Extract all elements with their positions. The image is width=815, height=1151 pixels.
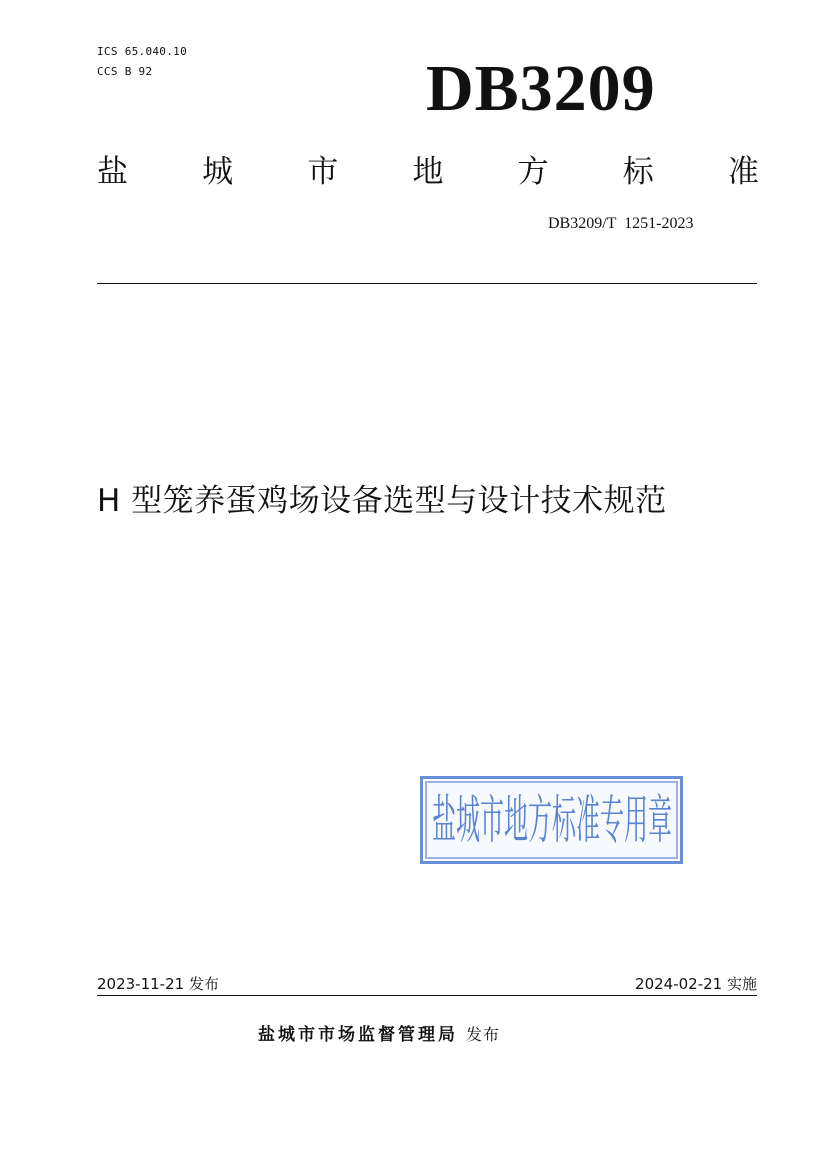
release-date: 2023-11-21 发布 <box>97 975 219 993</box>
official-seal-stamp <box>420 776 683 864</box>
bottom-divider <box>97 995 757 996</box>
standard-code-heading: DB3209 <box>426 52 656 125</box>
issuer-name: 盐城市市场监督管理局 <box>258 1025 458 1045</box>
standard-type-char: 准 <box>727 153 759 190</box>
standard-type-char: 地 <box>412 153 444 190</box>
implementation-date: 2024-02-21 实施 <box>635 975 757 993</box>
top-divider <box>97 283 757 284</box>
issuer-action: 发布 <box>466 1025 501 1044</box>
classification-codes <box>97 42 187 82</box>
standard-number: DB3209/T 1251-2023 <box>548 215 694 232</box>
standard-type-char: 盐 <box>97 153 128 190</box>
ccs-code: CCS B 92 <box>97 65 153 78</box>
ics-code: ICS 65.040.10 <box>97 45 187 58</box>
date-line <box>97 972 757 996</box>
standard-type-char: 标 <box>622 153 654 190</box>
standard-type-char: 市 <box>307 153 339 190</box>
svg-text:盐城市地方标准专用章: 盐城市地方标准专用章 <box>431 791 672 851</box>
document-title: H 型笼养蛋鸡场设备选型与设计技术规范 <box>97 483 667 519</box>
standard-type-char: 方 <box>517 153 549 190</box>
seal-text-graphic <box>427 782 677 858</box>
standard-type-char: 城 <box>202 153 234 190</box>
issuing-authority <box>258 1022 658 1048</box>
standard-type-heading <box>97 146 759 190</box>
